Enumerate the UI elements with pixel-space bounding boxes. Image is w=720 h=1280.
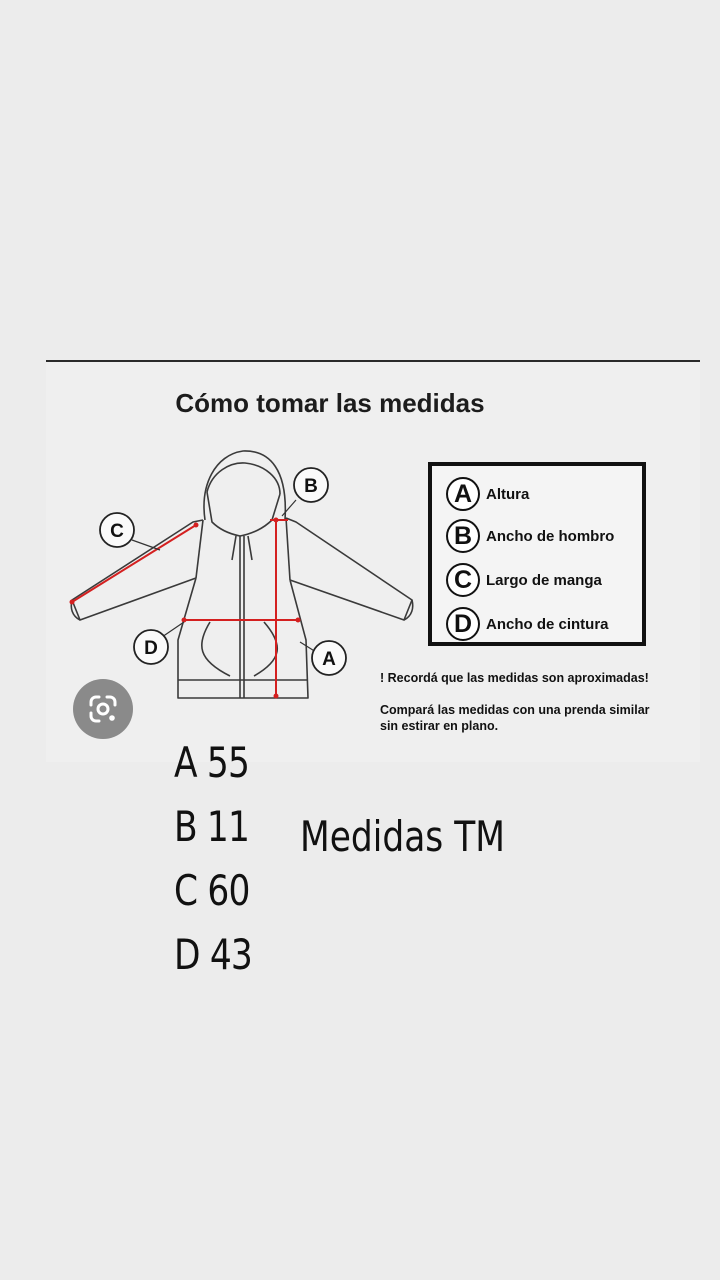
right-sleeve [286, 518, 412, 620]
left-pocket [202, 622, 230, 676]
lens-search-button[interactable] [73, 679, 133, 739]
sleeve-line [72, 525, 196, 602]
callout-a: A [322, 649, 336, 670]
size-label: Medidas TM [300, 812, 505, 861]
legend-item-a [446, 476, 529, 512]
callout-b: B [304, 476, 318, 497]
right-pocket [254, 622, 277, 676]
approximate-warning: ! Recordá que las medidas son aproximadas! [380, 671, 649, 685]
legend-letter-c: C [446, 563, 480, 597]
callout-d: D [144, 638, 158, 659]
measurement-d: D 43 [174, 930, 253, 979]
compare-note-line2: sin estirar en plano. [380, 719, 499, 733]
legend-letter-d: D [446, 607, 480, 641]
hood-inner [207, 463, 280, 494]
google-lens-icon [88, 694, 118, 724]
legend-item-d [446, 606, 609, 642]
callout-c: C [110, 521, 124, 542]
left-sleeve [72, 520, 203, 620]
legend-label-b: Ancho de hombro [486, 527, 615, 545]
legend-label-d: Ancho de cintura [486, 615, 609, 633]
hood-outline [204, 451, 285, 520]
legend-letter-b: B [446, 519, 480, 553]
measurement-c: C 60 [174, 866, 250, 915]
legend-item-c [446, 562, 602, 598]
legend-label-a: Altura [486, 485, 530, 503]
zipper [240, 536, 244, 698]
legend-label-c: Largo de manga [486, 571, 602, 589]
compare-note-line1: Compará las medidas con una prenda similar [380, 703, 650, 717]
legend-box [428, 462, 646, 646]
measurement-a: A 55 [174, 738, 250, 787]
measurement-b: B 11 [174, 802, 250, 851]
page-title: Cómo tomar las medidas [175, 388, 485, 418]
legend-letter-a: A [446, 477, 480, 511]
legend-item-b [446, 518, 614, 554]
